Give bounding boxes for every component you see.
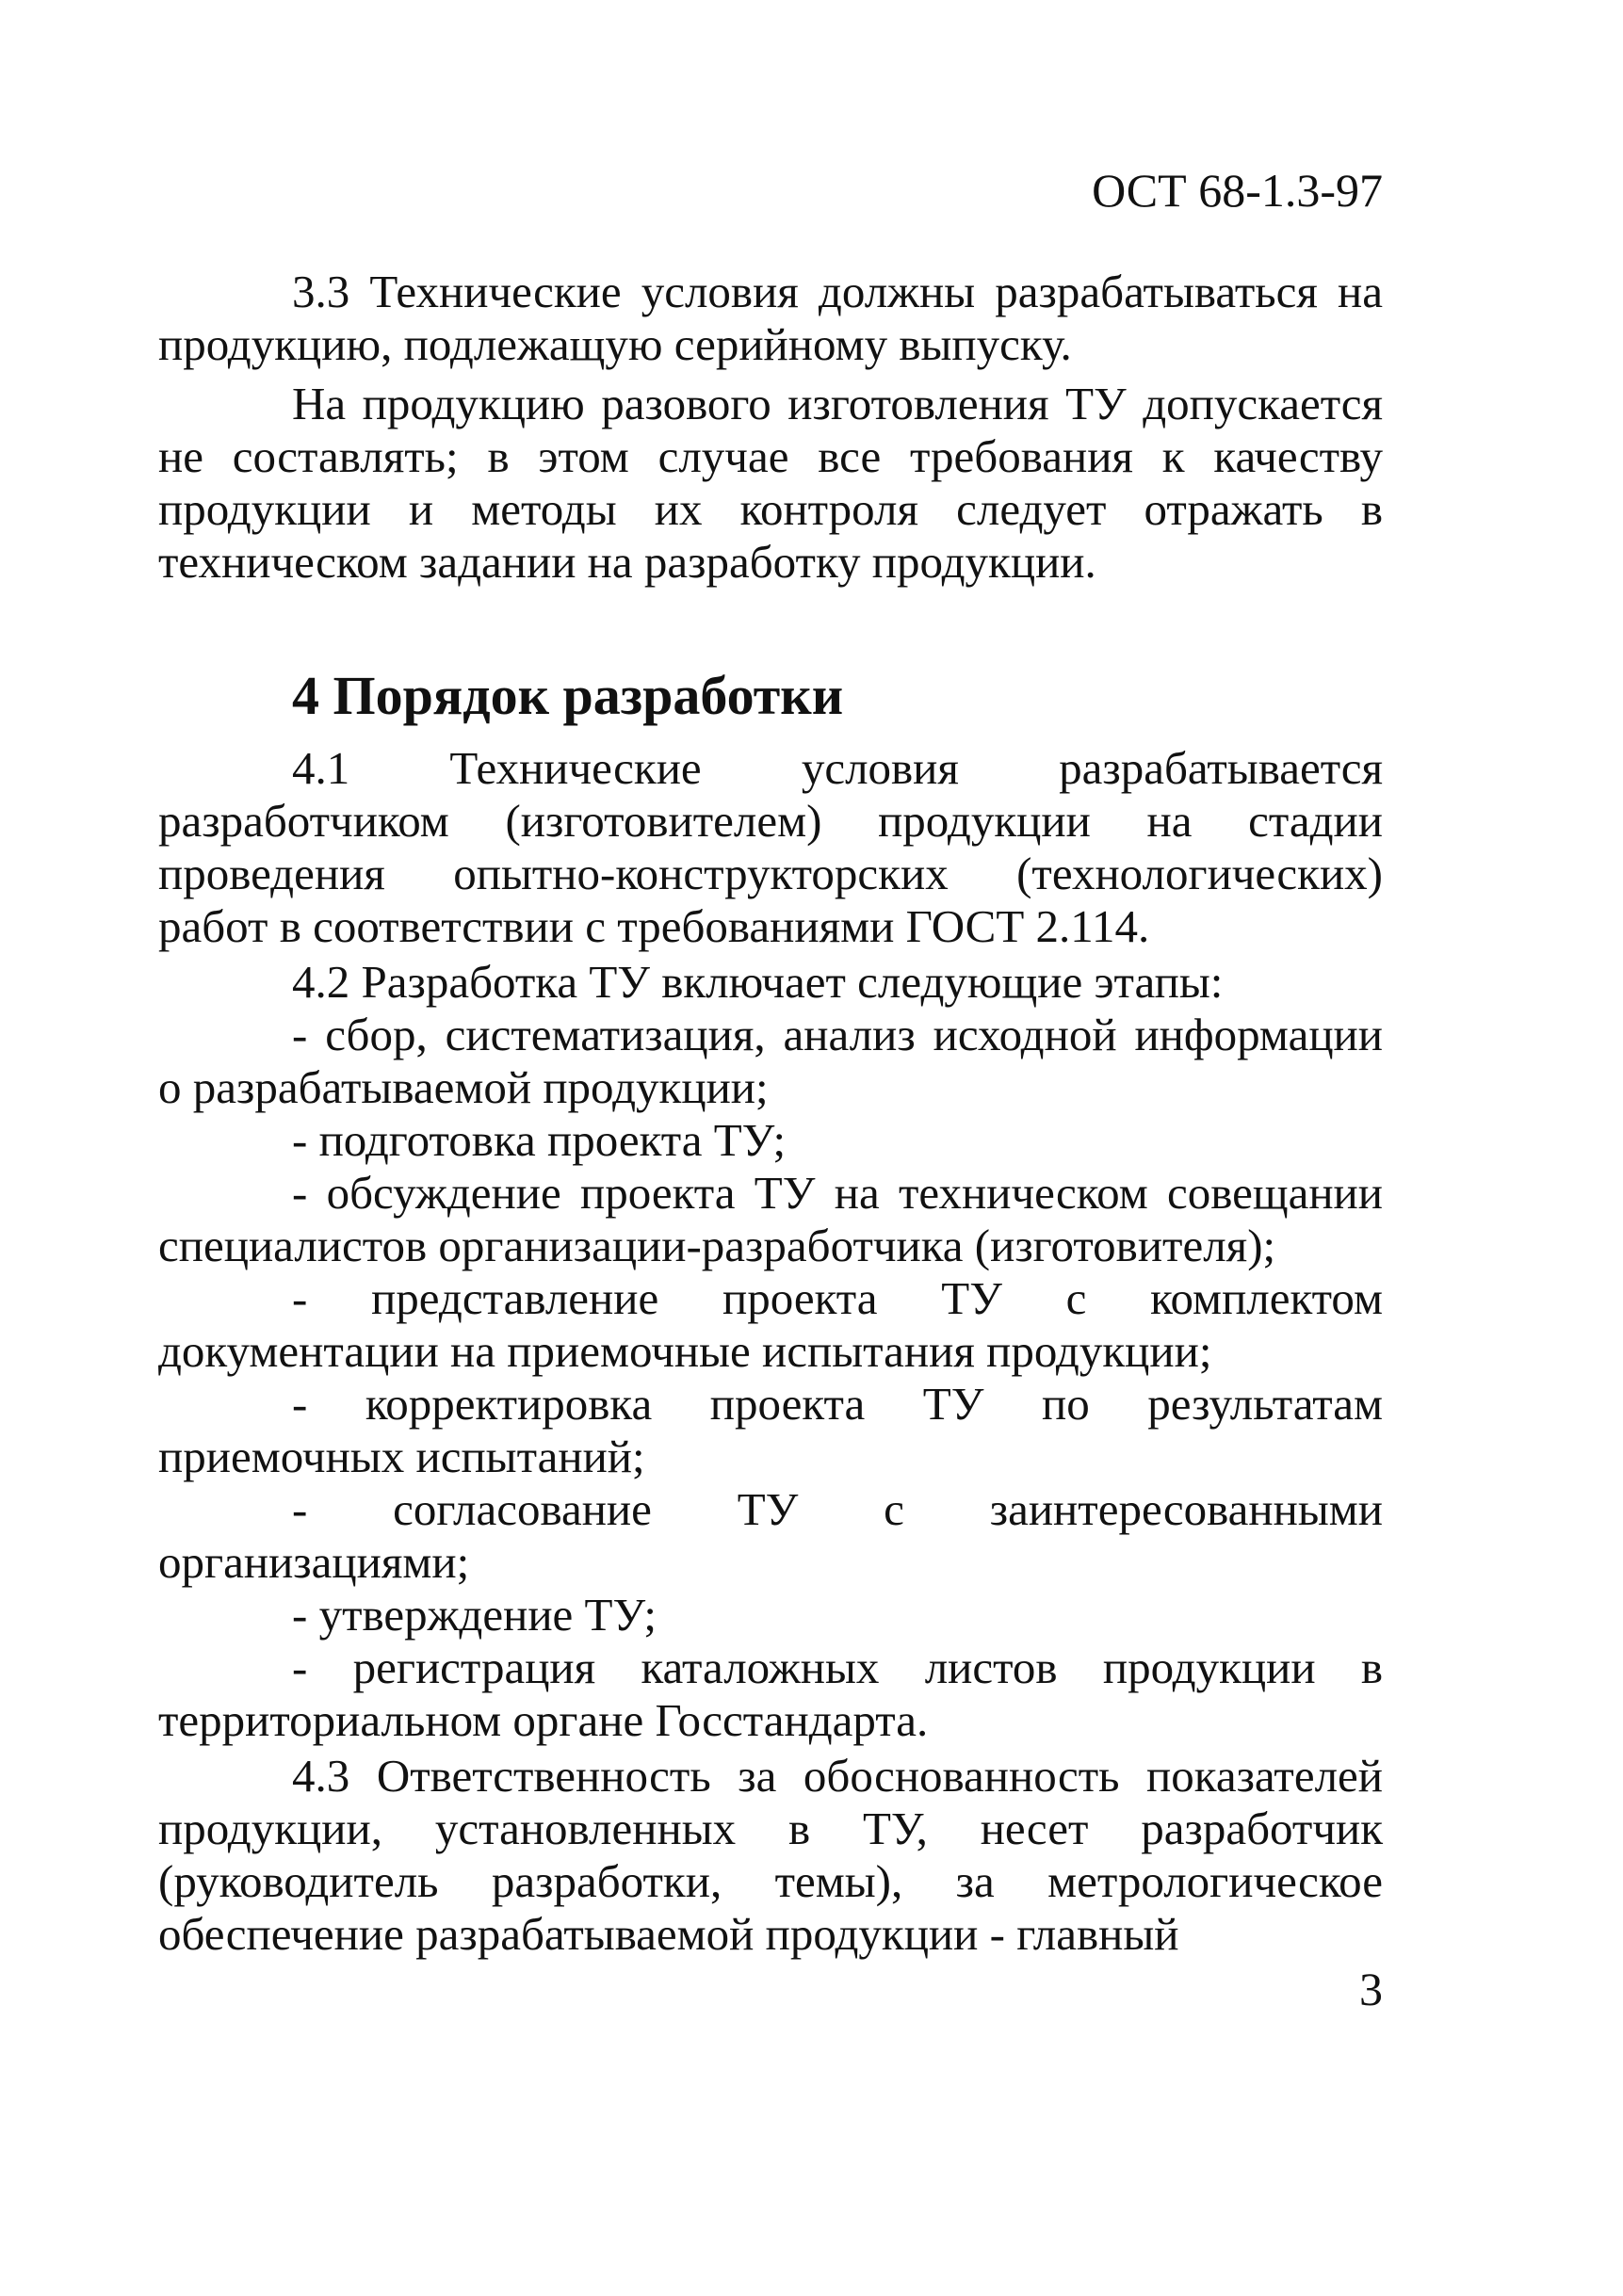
paragraph-one-off-production: На продукцию разового изготовления ТУ допускается не составлять; в этом случае все требования к качеству продукции и методы их контроля следует отражать в техническом задании на разработку продукции. <box>158 378 1383 588</box>
section-3-text <box>158 266 1383 589</box>
paragraph-3-3: 3.3 Технические условия должны разрабатываться на продукцию, подлежащую серийному выпуску. <box>158 266 1383 370</box>
list-item-stage-1: - сбор, систематизация, анализ исходной информации о разрабатываемой продукции; <box>158 1009 1383 1113</box>
list-item-stage-8: - регистрация каталожных листов продукции в территориальном органе Госстандарта. <box>158 1641 1383 1746</box>
section-4-text <box>158 742 1383 1961</box>
list-item-stage-3: - обсуждение проекта ТУ на техническом совещании специалистов организации-разработчика (изготовителя); <box>158 1167 1383 1271</box>
list-item-stage-4: - представление проекта ТУ с комплектом документации на приемочные испытания продукции; <box>158 1272 1383 1377</box>
list-item-stage-7: - утверждение ТУ; <box>292 1589 657 1641</box>
paragraph-4-2: 4.2 Разработка ТУ включает следующие этапы: <box>292 956 1224 1008</box>
page-number: 3 <box>1359 1963 1383 2015</box>
list-item-stage-5: - корректировка проекта ТУ по результатам приемочных испытаний; <box>158 1378 1383 1482</box>
document-code: ОСТ 68-1.3-97 <box>1092 164 1383 217</box>
paragraph-4-1: 4.1 Технические условия разрабатывается разработчиком (изготовителем) продукции на стадии проведения опытно-конструкторских (технологических) работ в соответствии с требованиями ГОСТ 2.114. <box>158 742 1383 952</box>
paragraph-4-3: 4.3 Ответственность за обоснованность показателей продукции, установленных в ТУ, несет разработчик (руководитель разработки, темы), за метрологическое обеспечение разрабатываемой продукции - главный <box>158 1750 1383 1960</box>
list-item-stage-6: - согласование ТУ с заинтересованными организациями; <box>158 1483 1383 1588</box>
section-4-heading: 4 Порядок разработки <box>292 665 844 726</box>
list-item-stage-2: - подготовка проекта ТУ; <box>292 1114 787 1166</box>
